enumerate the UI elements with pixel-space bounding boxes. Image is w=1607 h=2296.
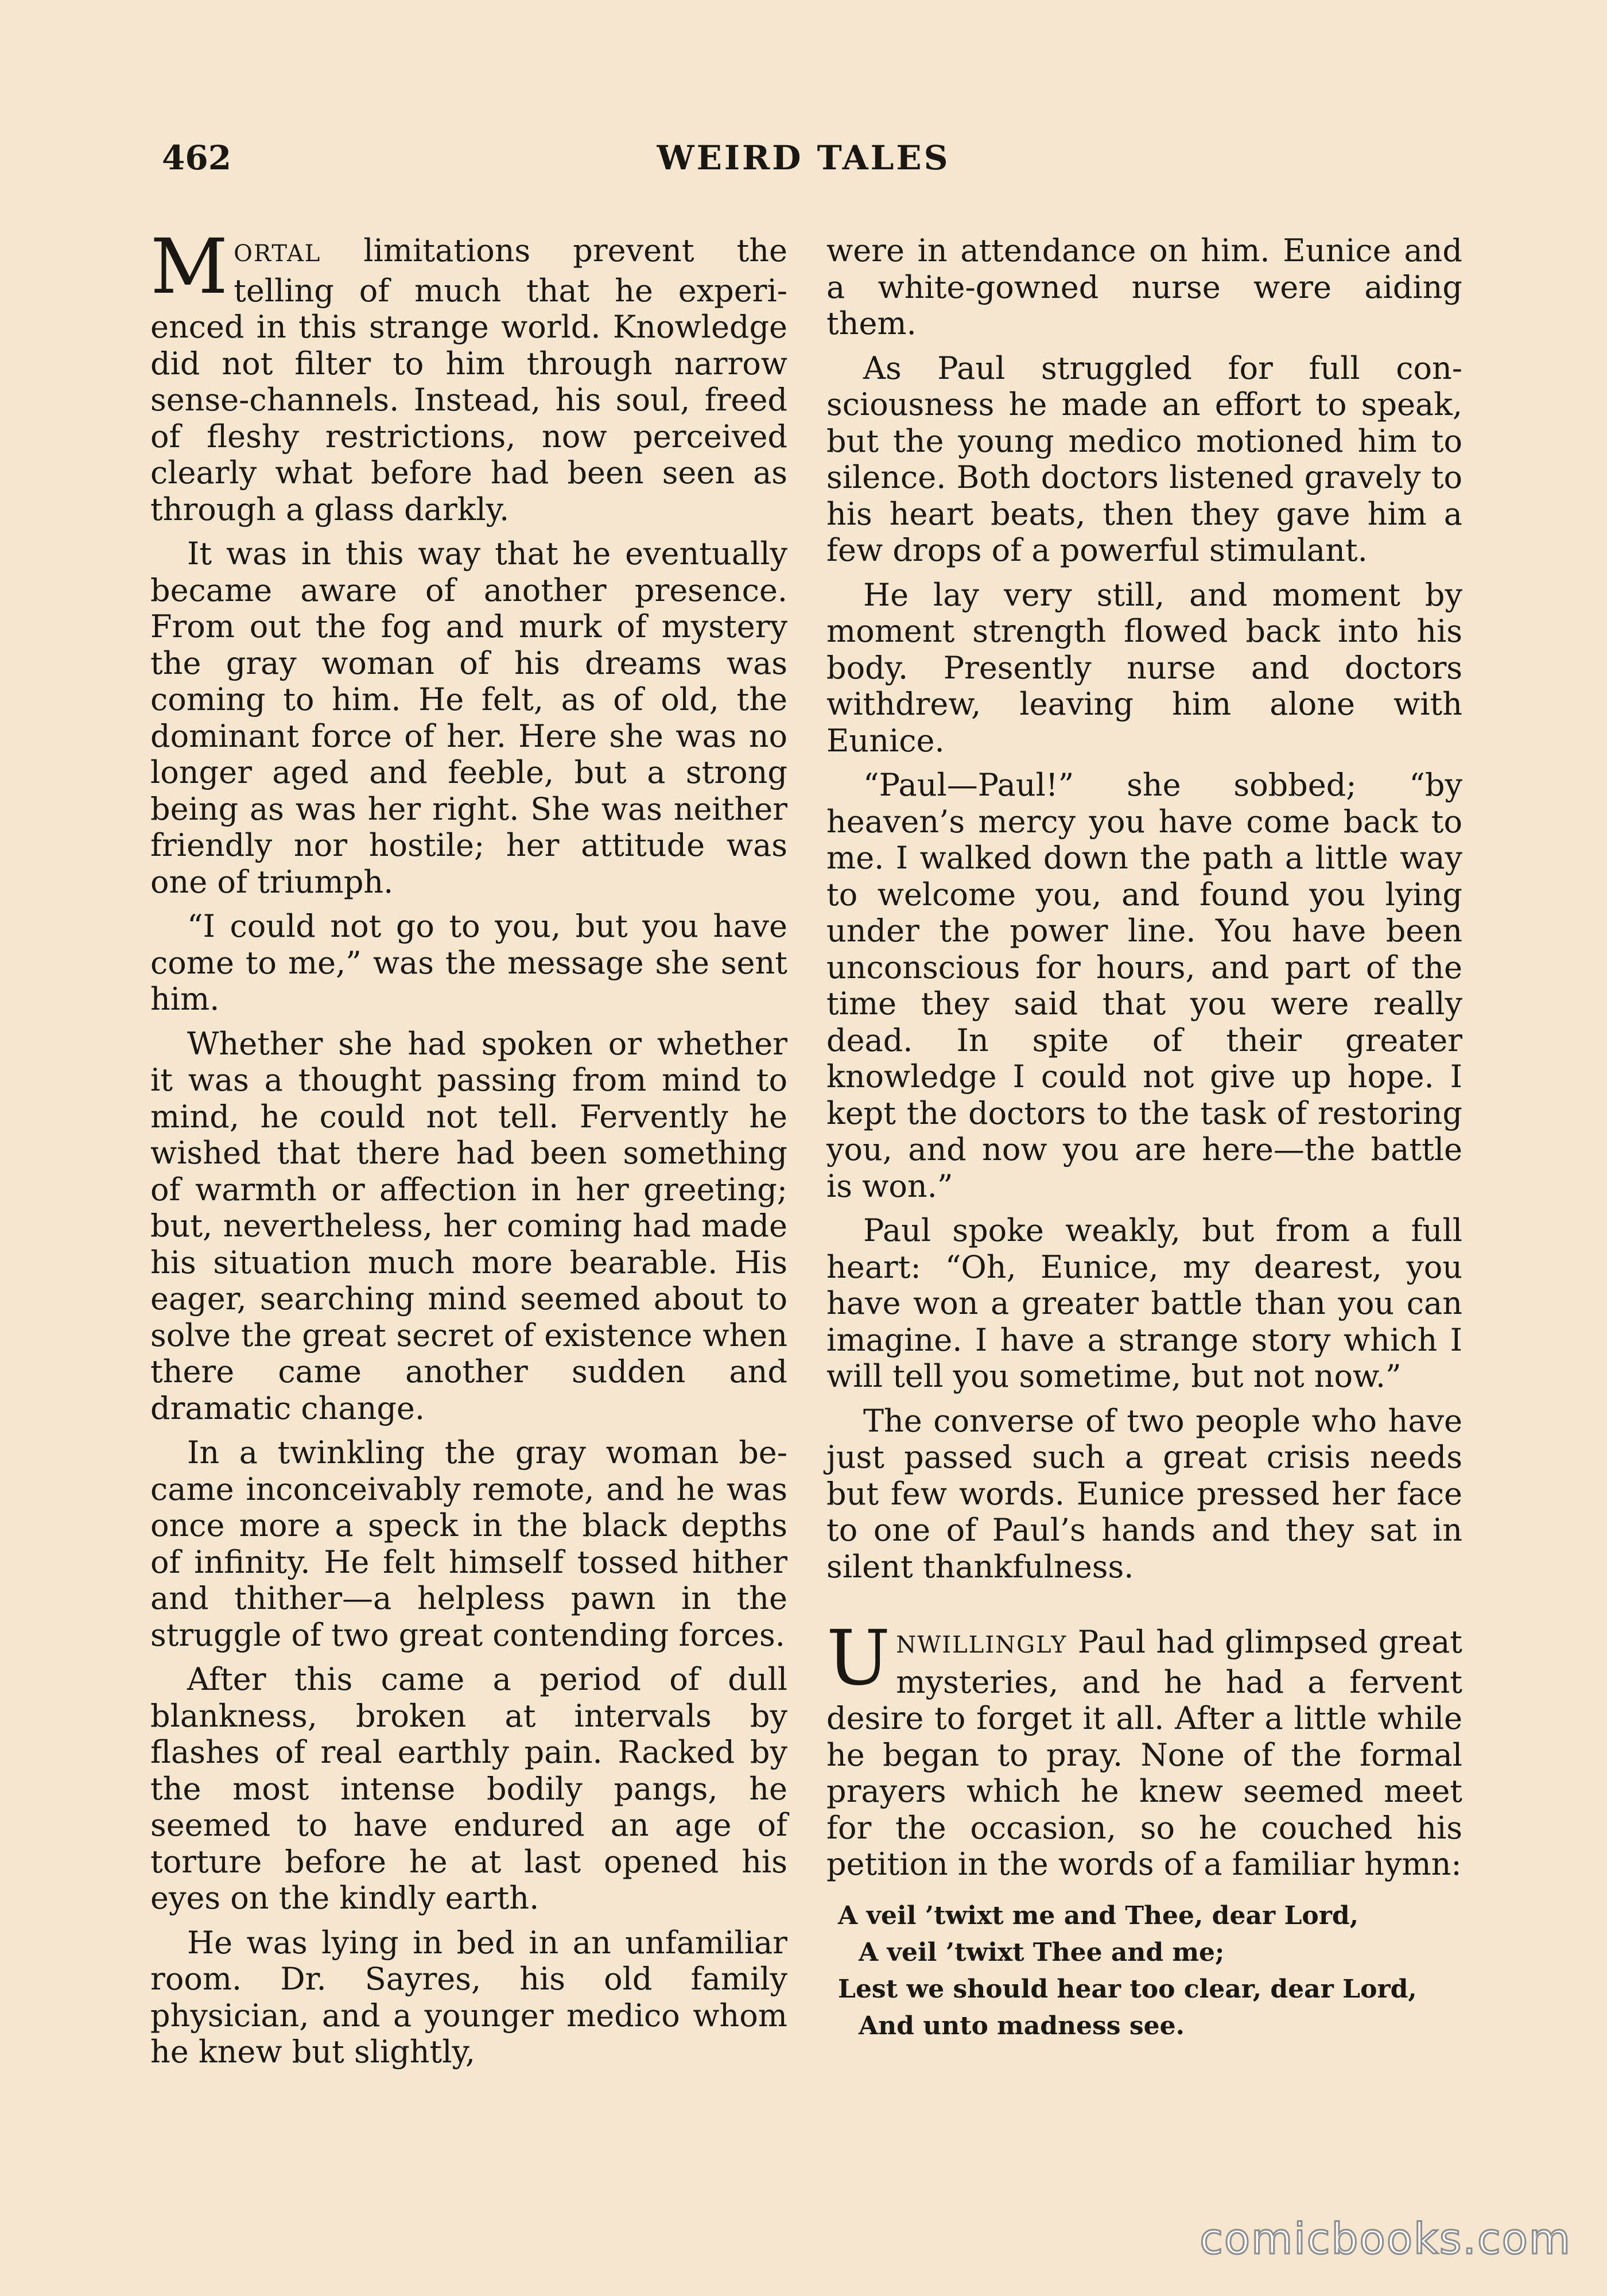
paragraph: Whether she had spoken or whether it was a thought passing from mind to mind, he could not tell. Fervently he wished that there had been something of warmth or affection in her greeting; but, nevertheless, her coming had made his situation much more bearable. His eager, searching mind seemed about to solve the great secret of existence when there came another sudden and dramatic change.: [150, 1025, 787, 1426]
paragraph: It was in this way that he eventually became aware of another presence. From out the fog and murk of mystery the gray woman of his dreams was coming to him. He felt, as of old, the dominant force of her. Here she was no longer aged and feeble, but a strong being as was her right. She was neither friendly nor hostile; her attitude was one of triumph.: [150, 536, 787, 900]
paragraph-text: Paul had glimpsed great mysteries, and he had a fervent desire to forget it all. After a little while he began to pray. None of the formal prayers which he knew seemed meet for the occasion, so he couched his petition in the words of a familiar hymn:: [826, 1624, 1462, 1882]
drop-cap: M: [150, 223, 228, 311]
paragraph: He was lying in bed in an unfamiliar room. Dr. Sayres, his old family physician, and a younger medico whom he knew but slightly,: [150, 1924, 787, 2070]
paragraph: [150, 223, 787, 528]
paragraph: As Paul struggled for full consciousness he made an effort to speak, but the young medico motioned him to silence. Both doctors listened gravely to his heart beats, then they gave him a few drops of a powerful stimulant.: [826, 350, 1462, 568]
paragraph: [826, 1614, 1462, 1883]
left-column: [150, 223, 787, 2078]
right-column: [826, 232, 1462, 2045]
paragraph: were in attendance on him. Eunice and a white-gowned nurse were aiding them.: [826, 232, 1462, 342]
page-number: 462: [162, 138, 232, 177]
verse-line: Lest we should hear too clear, dear Lord,: [838, 1974, 1417, 2004]
small-caps-lead: ORTAL: [234, 241, 321, 267]
running-title: WEIRD TALES: [657, 138, 950, 177]
paragraph: In a twinkling the gray woman became inconceivably remote, and he was once more a speck in the black depths of infinity. He felt himself tossed hither and thither—a helpless pawn in the struggle of two great contending forces.: [150, 1434, 787, 1653]
paragraph: Paul spoke weakly, but from a full heart: “Oh, Eunice, my dearest, you have won a greater battle than you can imagine. I have a strange story which I will tell you sometime, but not now.”: [826, 1212, 1462, 1394]
paragraph: The converse of two people who have just passed such a great crisis needs but few words. Eunice pressed her face to one of Paul’s hands and they sat in silent thankfulness.: [826, 1402, 1462, 1585]
verse-line: And unto madness see.: [859, 2011, 1185, 2041]
verse-line: A veil ’twixt Thee and me;: [859, 1937, 1225, 1967]
hymn-verse: [826, 1898, 1462, 2045]
paragraph: After this came a period of dull blankness, broken at intervals by flashes of real earthly pain. Racked by the most intense bodily pangs, he seemed to have endured an age of torture before he at last opened his eyes on the kindly earth.: [150, 1661, 787, 1916]
watermark-logo: comicbooks.com: [1200, 2214, 1571, 2264]
paragraph: “I could not go to you, but you have come to me,” was the message she sent him.: [150, 908, 787, 1017]
paragraph-text: limitations prevent the telling of much that he experienced in this strange world. Knowledge did not filter to him through narrow sense-channels. Instead, his soul, freed of fleshy restrictions, now perceived clearly what before had been seen as through a glass darkly.: [150, 232, 787, 528]
drop-cap: U: [826, 1614, 891, 1702]
paragraph: “Paul—Paul!” she sobbed; “by heaven’s mercy you have come back to me. I walked down the path a little way to welcome you, and found you lying under the power line. You have been unconscious for hours, and part of the time they said that you were really dead. In spite of their greater knowledge I could not give up hope. I kept the doctors to the task of restoring you, and now you are here—the battle is won.”: [826, 767, 1462, 1204]
small-caps-lead: NWILLINGLY: [896, 1632, 1068, 1658]
paragraph: He lay very still, and moment by moment strength flowed back into his body. Presently nurse and doctors withdrew, leaving him alone with Eunice.: [826, 576, 1462, 759]
verse-line: A veil ’twixt me and Thee, dear Lord,: [838, 1901, 1359, 1930]
